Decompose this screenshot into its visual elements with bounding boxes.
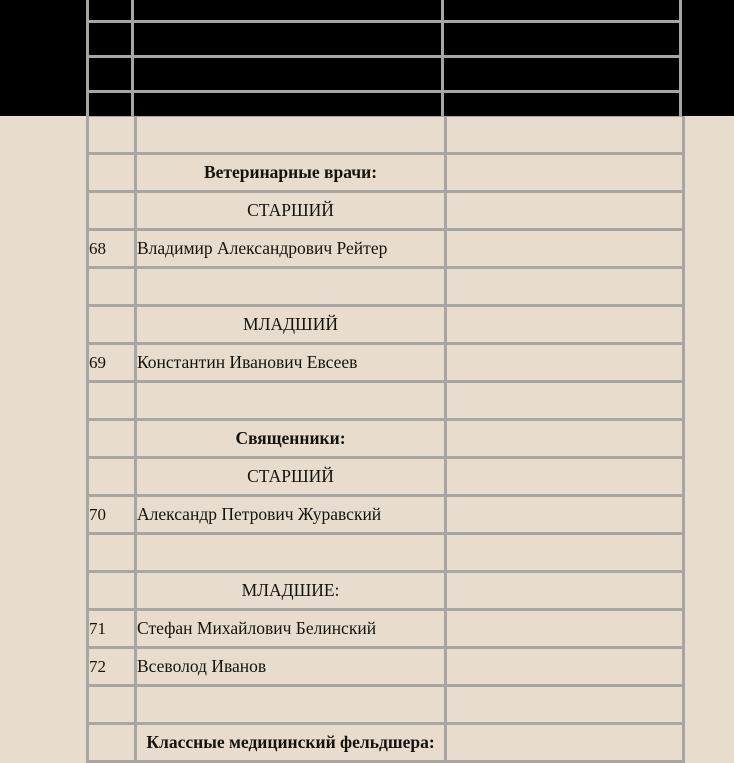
cell-sequence-number: 69	[88, 344, 136, 382]
redacted-gridline	[86, 20, 682, 23]
cell-notes	[446, 306, 684, 344]
cell-empty	[136, 268, 446, 306]
cell-sequence-number	[88, 306, 136, 344]
cell-empty	[136, 382, 446, 420]
cell-sequence-number: 71	[88, 610, 136, 648]
table-row	[88, 116, 684, 154]
cell-notes	[446, 154, 684, 192]
redacted-gridline	[86, 90, 682, 93]
redacted-column-divider-1	[131, 0, 134, 116]
cell-group-heading: Священники:	[136, 420, 446, 458]
cell-empty	[136, 534, 446, 572]
cell-sequence-number	[88, 382, 136, 420]
cell-sequence-number: 72	[88, 648, 136, 686]
cell-rank-label: МЛАДШИЙ	[136, 306, 446, 344]
table-row	[88, 268, 684, 306]
cell-sequence-number	[88, 154, 136, 192]
table-row	[88, 648, 684, 686]
table-row	[88, 154, 684, 192]
cell-sequence-number	[88, 686, 136, 724]
cell-group-heading: Классные медицинский фельдшера:	[136, 724, 446, 762]
cell-notes	[446, 572, 684, 610]
redacted-gridline	[86, 55, 682, 58]
cell-notes	[446, 192, 684, 230]
cell-notes	[446, 496, 684, 534]
cell-rank-label: СТАРШИЙ	[136, 192, 446, 230]
cell-sequence-number	[88, 458, 136, 496]
cell-sequence-number	[88, 268, 136, 306]
cell-person-name: Владимир Александрович Рейтер	[136, 230, 446, 268]
cell-notes	[446, 610, 684, 648]
table-row	[88, 344, 684, 382]
cell-sequence-number: 68	[88, 230, 136, 268]
cell-notes	[446, 268, 684, 306]
cell-sequence-number	[88, 116, 136, 154]
cell-sequence-number	[88, 420, 136, 458]
cell-sequence-number	[88, 572, 136, 610]
cell-notes	[446, 382, 684, 420]
cell-notes	[446, 230, 684, 268]
cell-notes	[446, 724, 684, 762]
table-row	[88, 420, 684, 458]
table-row	[88, 496, 684, 534]
cell-notes	[446, 458, 684, 496]
table-row	[88, 192, 684, 230]
redacted-right-border	[679, 0, 682, 116]
table-row	[88, 230, 684, 268]
cell-notes	[446, 420, 684, 458]
cell-person-name: Всеволод Иванов	[136, 648, 446, 686]
cell-notes	[446, 648, 684, 686]
redacted-left-border	[86, 0, 89, 116]
cell-person-name: Стефан Михайлович Белинский	[136, 610, 446, 648]
cell-person-name: Александр Петрович Журавский	[136, 496, 446, 534]
cell-notes	[446, 344, 684, 382]
cell-notes	[446, 116, 684, 154]
table-row	[88, 686, 684, 724]
cell-person-name: Константин Иванович Евсеев	[136, 344, 446, 382]
cell-group-heading: Ветеринарные врачи:	[136, 154, 446, 192]
table-row	[88, 382, 684, 420]
cell-sequence-number	[88, 534, 136, 572]
cell-empty	[136, 116, 446, 154]
redacted-column-divider-2	[441, 0, 444, 116]
cell-rank-label: СТАРШИЙ	[136, 458, 446, 496]
cell-empty	[136, 686, 446, 724]
redacted-top-band	[0, 0, 734, 116]
table-row	[88, 724, 684, 762]
cell-rank-label: МЛАДШИЕ:	[136, 572, 446, 610]
cell-sequence-number: 70	[88, 496, 136, 534]
table-row	[88, 572, 684, 610]
cell-sequence-number	[88, 724, 136, 762]
table-row	[88, 610, 684, 648]
table-row	[88, 534, 684, 572]
cell-notes	[446, 686, 684, 724]
cell-notes	[446, 534, 684, 572]
cell-sequence-number	[88, 192, 136, 230]
table-row	[88, 458, 684, 496]
table-row	[88, 306, 684, 344]
